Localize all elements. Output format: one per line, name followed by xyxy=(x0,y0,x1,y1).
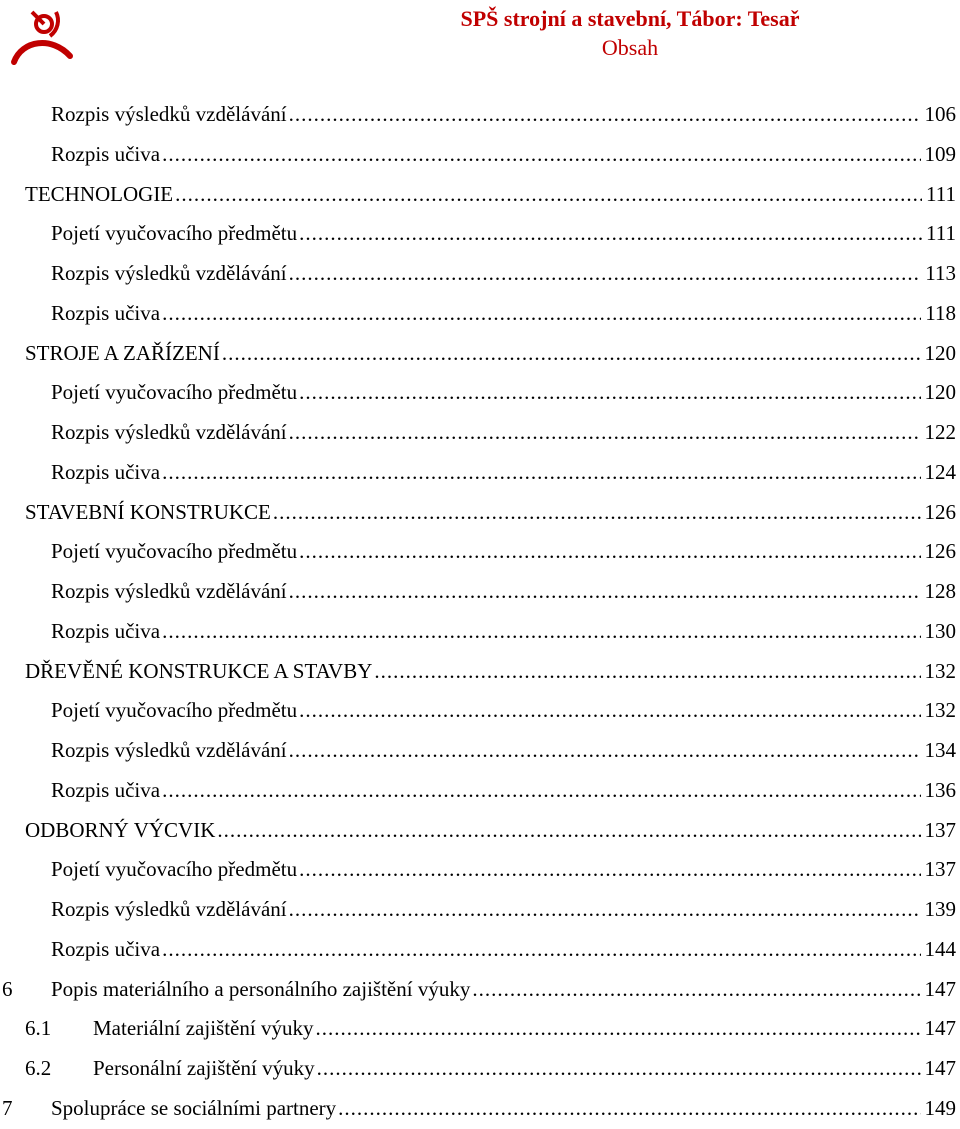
toc-entry-line xyxy=(51,850,956,890)
toc-entry-page-number: 149 xyxy=(924,1095,956,1120)
toc-entry-page-number: 144 xyxy=(924,936,956,961)
toc-entry[interactable] xyxy=(0,691,956,731)
toc-entry[interactable] xyxy=(0,811,956,851)
toc-dot-leader xyxy=(162,612,920,652)
toc-entry[interactable] xyxy=(0,135,956,175)
toc-entry[interactable] xyxy=(0,652,956,692)
toc-dot-leader xyxy=(162,453,920,493)
toc-entry[interactable] xyxy=(0,175,956,215)
toc-entry[interactable] xyxy=(0,771,956,811)
toc-entry-number: 6.2 xyxy=(25,1056,52,1080)
toc-entry[interactable] xyxy=(0,453,956,493)
toc-dot-leader xyxy=(289,413,921,453)
toc-entry-line xyxy=(51,731,956,771)
toc-entry-line xyxy=(93,1049,956,1089)
toc-entry-page-number: 147 xyxy=(924,1056,956,1080)
toc-entry-line xyxy=(93,1009,956,1049)
toc-entry-page-number: 120 xyxy=(924,380,956,405)
toc-entry-line xyxy=(51,95,956,135)
toc-entry-line xyxy=(25,811,956,851)
toc-entry-page-number: 106 xyxy=(924,102,956,126)
toc-entry[interactable] xyxy=(0,731,956,771)
toc-dot-leader xyxy=(299,691,920,731)
table-of-contents xyxy=(0,95,956,1129)
toc-entry-title: Rozpis výsledků vzdělávání xyxy=(51,102,287,126)
toc-dot-leader xyxy=(299,373,920,413)
toc-entry-title: Rozpis učiva xyxy=(51,141,161,166)
toc-entry-title: Rozpis učiva xyxy=(51,777,161,802)
page-header xyxy=(300,4,960,62)
toc-entry-number: 7 xyxy=(2,1095,13,1120)
toc-entry-page-number: 120 xyxy=(924,340,956,365)
toc-entry-page-number: 147 xyxy=(924,976,956,1001)
section-title: Obsah xyxy=(601,35,659,60)
toc-entry-page-number: 132 xyxy=(924,698,956,723)
toc-entry-line xyxy=(51,214,956,254)
toc-entry[interactable] xyxy=(0,95,956,135)
toc-entry-page-number: 126 xyxy=(924,539,956,564)
toc-entry-title: Rozpis učiva xyxy=(51,618,161,643)
toc-entry-line xyxy=(25,493,956,533)
toc-entry[interactable] xyxy=(0,1089,956,1129)
toc-entry[interactable] xyxy=(0,850,956,890)
toc-entry-title: DŘEVĚNÉ KONSTRUKCE A STAVBY xyxy=(25,658,373,683)
toc-entry-line xyxy=(51,970,956,1010)
toc-entry-title: Rozpis výsledků vzdělávání xyxy=(51,897,287,921)
toc-dot-leader xyxy=(299,532,920,572)
toc-entry-line xyxy=(51,771,956,811)
toc-dot-leader xyxy=(222,334,921,374)
toc-entry-title: Rozpis výsledků vzdělávání xyxy=(51,579,287,603)
toc-dot-leader xyxy=(317,1049,921,1089)
toc-dot-leader xyxy=(315,1009,920,1049)
toc-entry-page-number: 109 xyxy=(924,141,956,166)
toc-entry-title: Pojetí vyučovacího předmětu xyxy=(51,698,298,723)
toc-dot-leader xyxy=(374,652,920,692)
toc-entry-title: STAVEBNÍ KONSTRUKCE xyxy=(25,499,271,524)
toc-dot-leader xyxy=(175,175,922,215)
toc-entry-title: Pojetí vyučovacího předmětu xyxy=(51,539,298,564)
toc-entry-page-number: 126 xyxy=(924,499,956,524)
toc-dot-leader xyxy=(289,95,921,135)
toc-entry-page-number: 132 xyxy=(924,658,956,683)
toc-entry-title: Rozpis výsledků vzdělávání xyxy=(51,738,287,762)
toc-entry-page-number: 118 xyxy=(925,300,956,325)
toc-entry-title: STROJE A ZAŘÍZENÍ xyxy=(25,340,220,365)
toc-dot-leader xyxy=(162,135,920,175)
toc-dot-leader xyxy=(289,572,921,612)
toc-dot-leader xyxy=(472,970,920,1010)
toc-entry[interactable] xyxy=(0,1009,956,1049)
toc-entry-line xyxy=(51,413,956,453)
toc-dot-leader xyxy=(338,1089,920,1129)
toc-entry-title: Rozpis učiva xyxy=(51,300,161,325)
toc-entry-title: Pojetí vyučovacího předmětu xyxy=(51,221,298,246)
toc-entry-title: Rozpis výsledků vzdělávání xyxy=(51,420,287,444)
toc-entry-page-number: 128 xyxy=(924,579,956,603)
toc-entry-line xyxy=(51,453,956,493)
toc-entry-line xyxy=(51,930,956,970)
toc-entry[interactable] xyxy=(0,254,956,294)
toc-entry-title: ODBORNÝ VÝCVIK xyxy=(25,817,216,842)
toc-entry-page-number: 130 xyxy=(924,618,956,643)
school-logo-icon xyxy=(8,6,76,68)
toc-dot-leader xyxy=(289,731,921,771)
toc-entry-title: Popis materiálního a personálního zajištění výuky xyxy=(51,976,471,1001)
toc-entry-line xyxy=(51,254,956,294)
toc-entry[interactable] xyxy=(0,930,956,970)
toc-entry[interactable] xyxy=(0,334,956,374)
toc-entry-page-number: 113 xyxy=(925,261,956,285)
toc-dot-leader xyxy=(289,890,921,930)
toc-entry-page-number: 137 xyxy=(924,817,956,842)
toc-entry-line xyxy=(51,1089,956,1129)
toc-entry-page-number: 147 xyxy=(924,1016,956,1041)
toc-entry-title: Rozpis učiva xyxy=(51,459,161,484)
toc-entry[interactable] xyxy=(0,572,956,612)
toc-entry-line xyxy=(51,691,956,731)
toc-entry-line xyxy=(25,652,956,692)
toc-entry[interactable] xyxy=(0,890,956,930)
toc-entry-number: 6.1 xyxy=(25,1016,52,1041)
toc-entry-line xyxy=(51,135,956,175)
toc-dot-leader xyxy=(162,930,920,970)
school-title: SPŠ strojní a stavební, Tábor: Tesař xyxy=(460,6,800,31)
toc-entry-line xyxy=(51,612,956,652)
toc-entry[interactable] xyxy=(0,413,956,453)
toc-entry-page-number: 136 xyxy=(924,777,956,802)
toc-entry[interactable] xyxy=(0,970,956,1010)
toc-entry-title: Rozpis učiva xyxy=(51,936,161,961)
toc-entry-page-number: 111 xyxy=(926,221,956,246)
toc-dot-leader xyxy=(217,811,920,851)
toc-entry-line xyxy=(51,572,956,612)
toc-dot-leader xyxy=(299,850,920,890)
toc-entry[interactable] xyxy=(0,214,956,254)
toc-entry-title: Pojetí vyučovacího předmětu xyxy=(51,857,298,882)
toc-entry-line xyxy=(25,334,956,374)
toc-entry-line xyxy=(51,532,956,572)
toc-entry-title: Personální zajištění výuky xyxy=(93,1056,315,1080)
toc-entry-line xyxy=(51,890,956,930)
toc-entry-page-number: 122 xyxy=(924,420,956,444)
toc-entry-page-number: 137 xyxy=(924,857,956,882)
toc-entry[interactable] xyxy=(0,294,956,334)
toc-entry-number: 6 xyxy=(2,976,13,1001)
toc-entry-title: Rozpis výsledků vzdělávání xyxy=(51,261,287,285)
toc-entry-title: Pojetí vyučovacího předmětu xyxy=(51,380,298,405)
toc-entry-page-number: 124 xyxy=(924,459,956,484)
toc-entry-line xyxy=(51,373,956,413)
toc-entry[interactable] xyxy=(0,1049,956,1089)
toc-entry-line xyxy=(51,294,956,334)
toc-entry[interactable] xyxy=(0,532,956,572)
toc-dot-leader xyxy=(299,214,922,254)
toc-entry-line xyxy=(25,175,956,215)
toc-entry[interactable] xyxy=(0,612,956,652)
toc-entry-title: TECHNOLOGIE xyxy=(25,181,174,206)
toc-entry-title: Spolupráce se sociálními partnery xyxy=(51,1095,337,1120)
toc-dot-leader xyxy=(289,254,922,294)
toc-entry-title: Materiální zajištění výuky xyxy=(93,1016,314,1041)
toc-entry-page-number: 111 xyxy=(926,181,956,206)
toc-entry-page-number: 139 xyxy=(924,897,956,921)
toc-dot-leader xyxy=(162,294,921,334)
toc-entry-page-number: 134 xyxy=(924,738,956,762)
toc-dot-leader xyxy=(273,493,921,533)
toc-entry[interactable] xyxy=(0,373,956,413)
toc-dot-leader xyxy=(162,771,920,811)
toc-entry[interactable] xyxy=(0,493,956,533)
